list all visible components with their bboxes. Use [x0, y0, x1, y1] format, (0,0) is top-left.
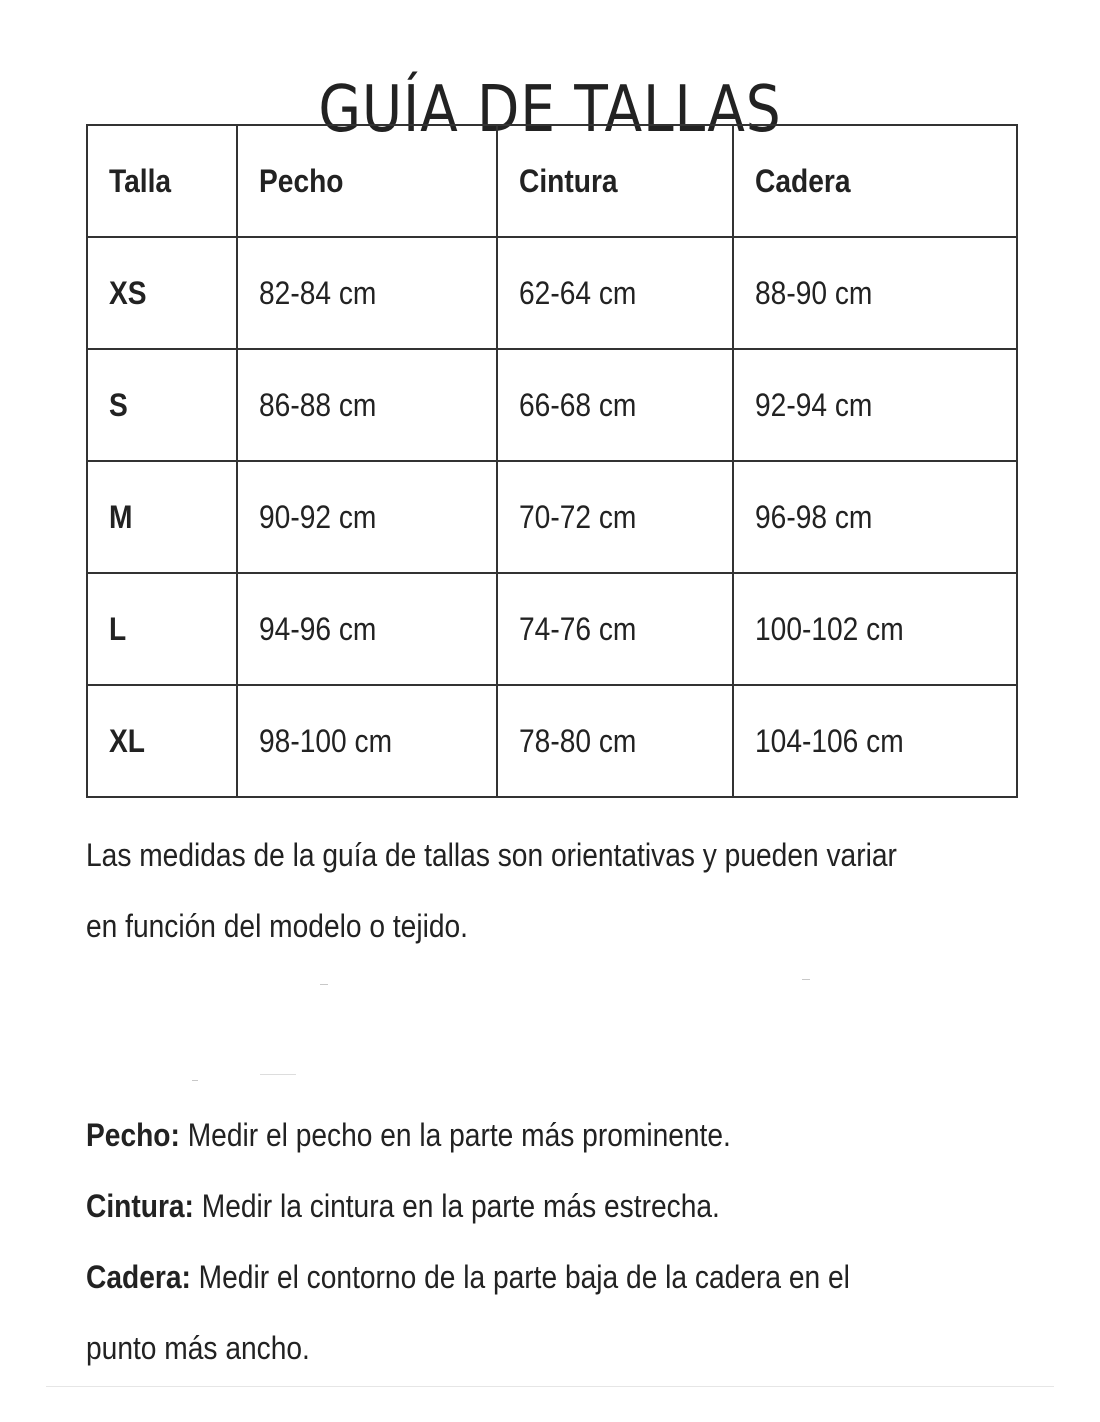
- table-row: [87, 461, 1017, 573]
- measure-label: Cadera:: [86, 1259, 191, 1295]
- pecho-cell: 98-100 cm: [237, 685, 497, 797]
- header-pecho: Pecho: [237, 125, 497, 237]
- table-row: [87, 573, 1017, 685]
- divider: [192, 1080, 198, 1081]
- cintura-cell: 66-68 cm: [497, 349, 733, 461]
- measure-cadera: [86, 1242, 966, 1313]
- measure-text: Medir el contorno de la parte baja de la cadera en el: [190, 1259, 850, 1295]
- header-talla: Talla: [87, 125, 237, 237]
- cadera-cell: 100-102 cm: [733, 573, 1017, 685]
- measure-cadera-cont: punto más ancho.: [86, 1330, 310, 1366]
- size-cell: S: [87, 349, 237, 461]
- page-title: GUÍA DE TALLAS: [318, 72, 782, 147]
- pecho-cell: 82-84 cm: [237, 237, 497, 349]
- measure-cintura: [86, 1171, 966, 1242]
- table-row: [87, 237, 1017, 349]
- bottom-divider: [46, 1386, 1054, 1387]
- measure-text: Medir el pecho en la parte más prominente.: [179, 1117, 731, 1153]
- cintura-cell: 70-72 cm: [497, 461, 733, 573]
- measure-pecho: [86, 1100, 966, 1171]
- cintura-cell: 78-80 cm: [497, 685, 733, 797]
- table-row: [87, 349, 1017, 461]
- cadera-cell: 92-94 cm: [733, 349, 1017, 461]
- divider: [320, 984, 328, 985]
- pecho-cell: 86-88 cm: [237, 349, 497, 461]
- pecho-cell: 94-96 cm: [237, 573, 497, 685]
- measure-label: Cintura:: [86, 1188, 194, 1224]
- header-cintura: Cintura: [497, 125, 733, 237]
- size-cell: XL: [87, 685, 237, 797]
- pecho-cell: 90-92 cm: [237, 461, 497, 573]
- cadera-cell: 88-90 cm: [733, 237, 1017, 349]
- disclaimer-line: Las medidas de la guía de tallas son orientativas y pueden variar: [86, 837, 897, 873]
- measurement-instructions: [86, 1100, 1086, 1384]
- size-disclaimer: [86, 820, 1086, 962]
- cadera-cell: 96-98 cm: [733, 461, 1017, 573]
- disclaimer-line: en función del modelo o tejido.: [86, 908, 468, 944]
- header-cadera: Cadera: [733, 125, 1017, 237]
- divider: [802, 979, 810, 980]
- size-cell: L: [87, 573, 237, 685]
- cadera-cell: 104-106 cm: [733, 685, 1017, 797]
- table-header-row: [87, 125, 1017, 237]
- cintura-cell: 62-64 cm: [497, 237, 733, 349]
- size-chart-table: [86, 124, 1018, 798]
- measure-label: Pecho:: [86, 1117, 180, 1153]
- divider: [260, 1074, 296, 1075]
- measure-text: Medir la cintura en la parte más estrecha.: [193, 1188, 720, 1224]
- cintura-cell: 74-76 cm: [497, 573, 733, 685]
- table-row: [87, 685, 1017, 797]
- size-cell: XS: [87, 237, 237, 349]
- size-cell: M: [87, 461, 237, 573]
